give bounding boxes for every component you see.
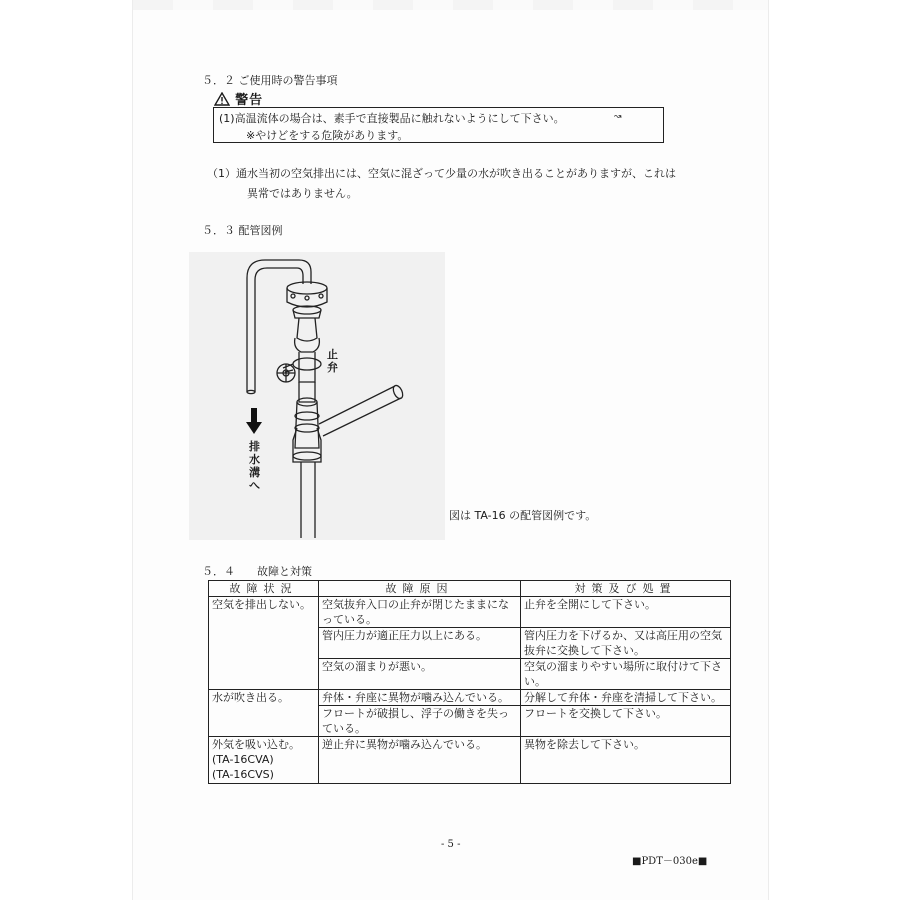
remedy-cell: 異物を除去して下さい。: [521, 737, 731, 784]
symptom-cell: 外気を吸い込む。 (TA-16CVA) (TA-16CVS): [209, 737, 319, 784]
warning-heading: [214, 89, 263, 108]
table-header-row: [209, 581, 731, 597]
column-header-symptom: 故障状況: [209, 581, 319, 597]
cause-cell: 逆止弁に異物が噛み込んでいる。: [319, 737, 521, 784]
column-header-remedy: 対策及び処置: [521, 581, 731, 597]
piping-diagram-drawing: [189, 252, 445, 540]
table-row: [209, 597, 731, 628]
remedy-cell: 管内圧力を下げるか、又は高圧用の空気抜弁に交換して下さい。: [521, 628, 731, 659]
piping-diagram: [189, 252, 445, 540]
page-number: - 5 -: [441, 839, 461, 850]
trouble-table: [208, 580, 731, 784]
stray-mark: ↝: [614, 112, 622, 122]
section-5-2-heading: ５．２ ご使用時の警告事項: [202, 74, 338, 87]
section-5-4-heading: ５．４ 故障と対策: [202, 565, 312, 578]
warning-line-1: (1)高温流体の場合は、素手で直接製品に触れないようにして下さい。: [219, 112, 565, 125]
symptom-cell: 水が吹き出る。: [209, 690, 319, 737]
symptom-cell: 空気を排出しない。: [209, 597, 319, 690]
cause-cell: 空気の溜まりが悪い。: [319, 659, 521, 690]
cause-cell: フロートが破損し、浮子の働きを失っている。: [319, 706, 521, 737]
remedy-cell: 止弁を全開にして下さい。: [521, 597, 731, 628]
valve-label: 止弁: [327, 348, 338, 374]
column-header-cause: 故障原因: [319, 581, 521, 597]
document-id: ■PDT－030e■: [632, 856, 708, 867]
table-row: [209, 737, 731, 784]
cause-cell: 空気抜弁入口の止弁が閉じたままになっている。: [319, 597, 521, 628]
remedy-cell: 空気の溜まりやすい場所に取付けて下さい。: [521, 659, 731, 690]
cause-cell: 管内圧力が適正圧力以上にある。: [319, 628, 521, 659]
scan-edge: [133, 0, 768, 10]
cause-cell: 弁体・弁座に異物が噛み込んでいる。: [319, 690, 521, 706]
note-line-1: （1）通水当初の空気排出には、空気に混ざって少量の水が吹き出ることがありますが、これは: [207, 167, 676, 180]
note-line-2: 異常ではありません。: [247, 187, 358, 200]
drain-label: 排水溝へ: [249, 440, 260, 492]
warning-line-2: ※やけどをする危険があります。: [246, 129, 409, 142]
section-5-3-heading: ５．３ 配管図例: [202, 224, 283, 237]
table-row: [209, 690, 731, 706]
remedy-cell: 分解して弁体・弁座を清掃して下さい。: [521, 690, 731, 706]
figure-caption: 図は TA-16 の配管図例です。: [449, 509, 597, 522]
remedy-cell: フロートを交換して下さい。: [521, 706, 731, 737]
warning-label: 警告: [235, 93, 264, 108]
warning-triangle-icon: [214, 92, 230, 106]
